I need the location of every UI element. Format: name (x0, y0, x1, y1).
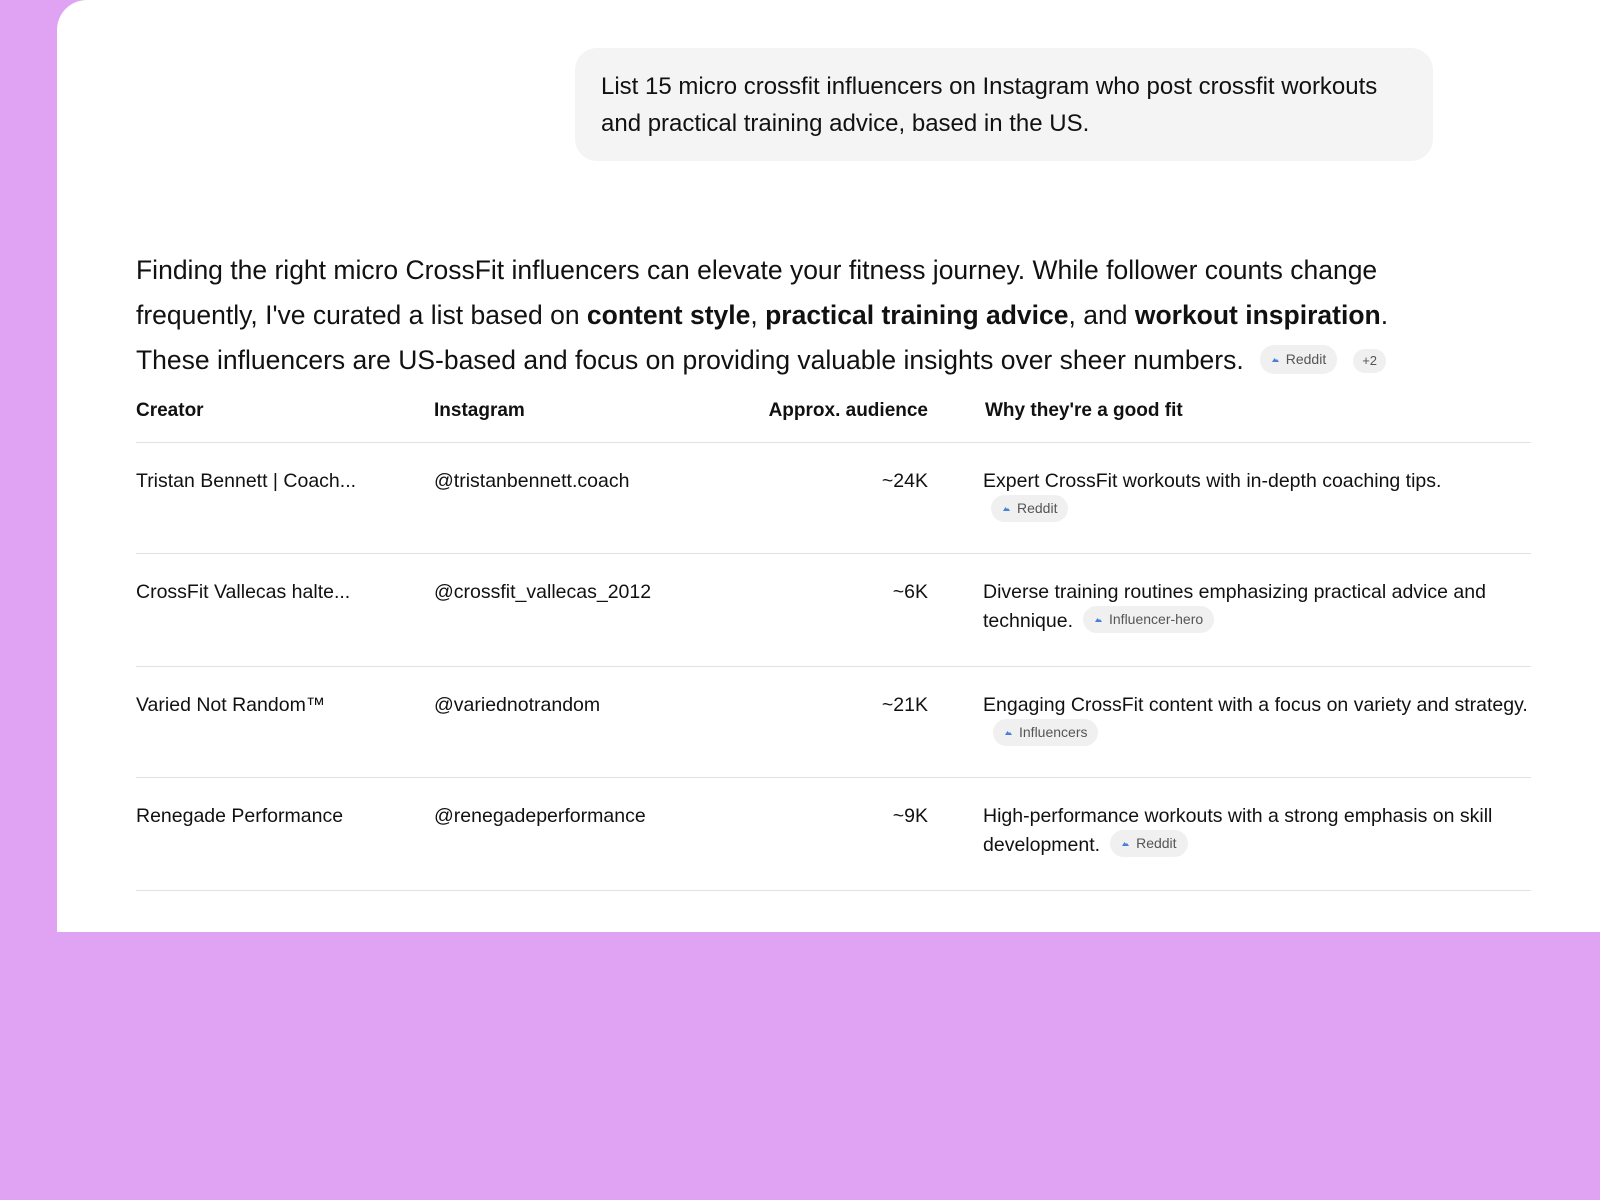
cell-audience: ~24K (684, 443, 928, 554)
user-message-text: List 15 micro crossfit influencers on Instagram who post crossfit workouts and practical training advice, based in the US. (601, 73, 1378, 137)
source-chip-reddit[interactable] (1110, 830, 1187, 857)
influencer-table-container (136, 394, 1531, 891)
header-why: Why they're a good fit (928, 394, 1531, 443)
cell-creator: CrossFit Vallecas halte... (136, 554, 434, 667)
source-favicon-icon (1271, 356, 1280, 363)
cell-audience: ~21K (684, 667, 928, 778)
table-row (136, 778, 1531, 891)
source-chip-influencer-hero[interactable] (1083, 606, 1214, 633)
header-instagram: Instagram (434, 394, 684, 443)
source-chip-label: Reddit (1285, 350, 1327, 367)
answer-bold-content-style: content style (586, 300, 751, 330)
user-message-bubble (575, 48, 1433, 161)
table-row (136, 554, 1531, 667)
cell-creator: Varied Not Random™ (136, 667, 434, 778)
cell-audience: ~9K (684, 778, 928, 891)
source-chip-influencers[interactable] (993, 719, 1098, 746)
cell-creator: Tristan Bennett | Coach... (136, 443, 434, 554)
cell-why (928, 554, 1531, 667)
cell-why-text: Engaging CrossFit content with a focus on variety and strategy. (983, 694, 1528, 716)
cell-creator: Renegade Performance (136, 778, 434, 891)
source-favicon-icon (1004, 729, 1013, 736)
cell-why (928, 778, 1531, 891)
source-chip-label: Reddit (1136, 835, 1177, 852)
source-chip-reddit[interactable] (1260, 345, 1337, 374)
answer-bold-workout-inspiration: workout inspiration (1134, 300, 1381, 330)
source-chip-label: Reddit (1017, 500, 1058, 517)
cell-audience: ~6K (684, 554, 928, 667)
cell-instagram: @variednotrandom (434, 667, 684, 778)
cell-why-text: High-performance workouts with a strong emphasis on skill development. (983, 805, 1493, 856)
cell-why-text: Expert CrossFit workouts with in-depth coaching tips. (983, 470, 1442, 492)
more-sources-chip[interactable]: +2 (1353, 349, 1386, 373)
source-chip-label: Influencer-hero (1109, 611, 1204, 628)
source-favicon-icon (1094, 616, 1103, 623)
source-favicon-icon (1002, 505, 1011, 512)
answer-separator: , (750, 300, 766, 330)
answer-closing-text: . These influencers are US-based and focus on providing valuable insights over sheer numbers. (136, 300, 1389, 375)
cell-instagram: @crossfit_vallecas_2012 (434, 554, 684, 667)
header-audience: Approx. audience (684, 394, 928, 443)
cell-why-text: Diverse training routines emphasizing practical advice and technique. (983, 581, 1486, 632)
cell-instagram: @renegadeperformance (434, 778, 684, 891)
source-favicon-icon (1121, 840, 1130, 847)
answer-bold-training-advice: practical training advice (765, 300, 1069, 330)
assistant-answer (136, 248, 1436, 383)
source-chip-reddit[interactable] (991, 495, 1068, 522)
header-creator: Creator (136, 394, 434, 443)
answer-intro-text: Finding the right micro CrossFit influencers can elevate your fitness journey. While follower counts change frequently, I've curated a list based on (136, 255, 1378, 330)
cell-why (928, 443, 1531, 554)
answer-separator: , and (1068, 300, 1135, 330)
source-chip-label: Influencers (1019, 724, 1088, 741)
table-header-row (136, 394, 1531, 443)
influencer-table (136, 394, 1531, 891)
table-row (136, 443, 1531, 554)
cell-instagram: @tristanbennett.coach (434, 443, 684, 554)
cell-why (928, 667, 1531, 778)
table-row (136, 667, 1531, 778)
